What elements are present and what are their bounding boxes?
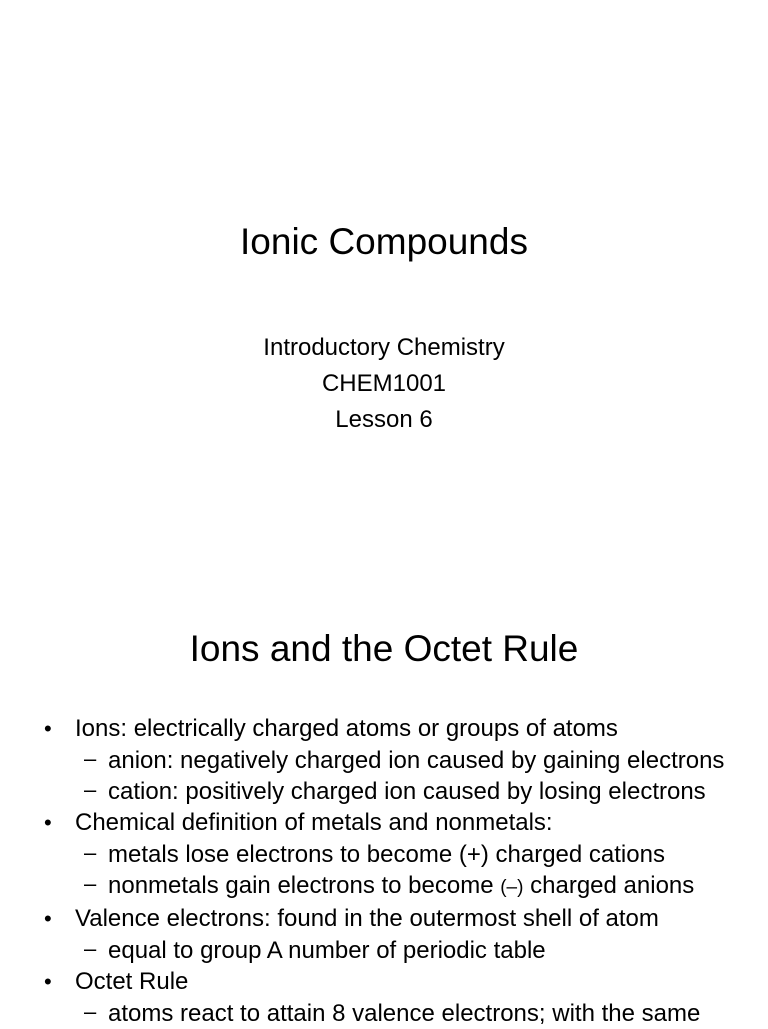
bullet-item-valence (0, 903, 768, 966)
bullet-text: Octet Rule (75, 968, 189, 995)
sub-list (75, 745, 768, 807)
sub-item-text: metals lose electrons to become (+) charged cations (108, 841, 665, 868)
dash-icon: – (84, 936, 97, 961)
sub-item-text: atoms react to attain 8 valence electrons; with the same (108, 1000, 701, 1027)
bullet-dot-icon: • (44, 716, 52, 741)
bullet-dot-icon: • (44, 906, 52, 931)
dash-icon: – (84, 777, 97, 802)
sub-item-group (0, 935, 768, 966)
sub-item-anion (0, 745, 768, 776)
bullet-dot-icon: • (44, 810, 52, 835)
sub-item-text: equal to group A number of periodic table (108, 937, 546, 964)
sub-item-text: cation: positively charged ion caused by losing electrons (108, 778, 706, 805)
sub-list (75, 998, 768, 1029)
bullet-list (0, 713, 768, 1029)
bullet-text: Valence electrons: found in the outermost shell of atom (75, 905, 659, 932)
sub-list (75, 839, 768, 903)
slide-heading: Ions and the Octet Rule (189, 628, 579, 669)
sub-item-text: anion: negatively charged ion caused by gaining electrons (108, 747, 725, 774)
bullet-text: Ions: electrically charged atoms or groups of atoms (75, 715, 618, 742)
slide-title-heading: Ionic Compounds (240, 221, 528, 262)
sub-list (75, 935, 768, 966)
sub-item-text-before: nonmetals gain electrons to become (108, 872, 501, 899)
subtitle-code: CHEM1001 (321, 370, 447, 397)
sub-item-text (108, 872, 694, 899)
slide-subtitle (0, 331, 768, 439)
dash-icon: – (84, 746, 97, 771)
dash-icon: – (84, 871, 97, 896)
dash-icon: – (84, 999, 97, 1024)
dash-icon: – (84, 840, 97, 865)
sub-item-cation (0, 776, 768, 807)
slide-ions-octet (0, 576, 768, 1027)
negative-sign: (–) (500, 877, 524, 898)
sub-item-octet (0, 998, 768, 1029)
bullet-dot-icon: • (44, 969, 52, 994)
bullet-item-ions (0, 713, 768, 807)
subtitle-course: Introductory Chemistry (263, 334, 505, 361)
subtitle-lesson: Lesson 6 (335, 406, 433, 433)
sub-item-metals (0, 839, 768, 870)
bullet-item-octet (0, 966, 768, 1029)
sub-item-nonmetals (0, 870, 768, 903)
sub-item-text-after: charged anions (523, 872, 695, 899)
bullet-text: Chemical definition of metals and nonmetals: (75, 809, 553, 836)
bullet-item-metals (0, 807, 768, 903)
